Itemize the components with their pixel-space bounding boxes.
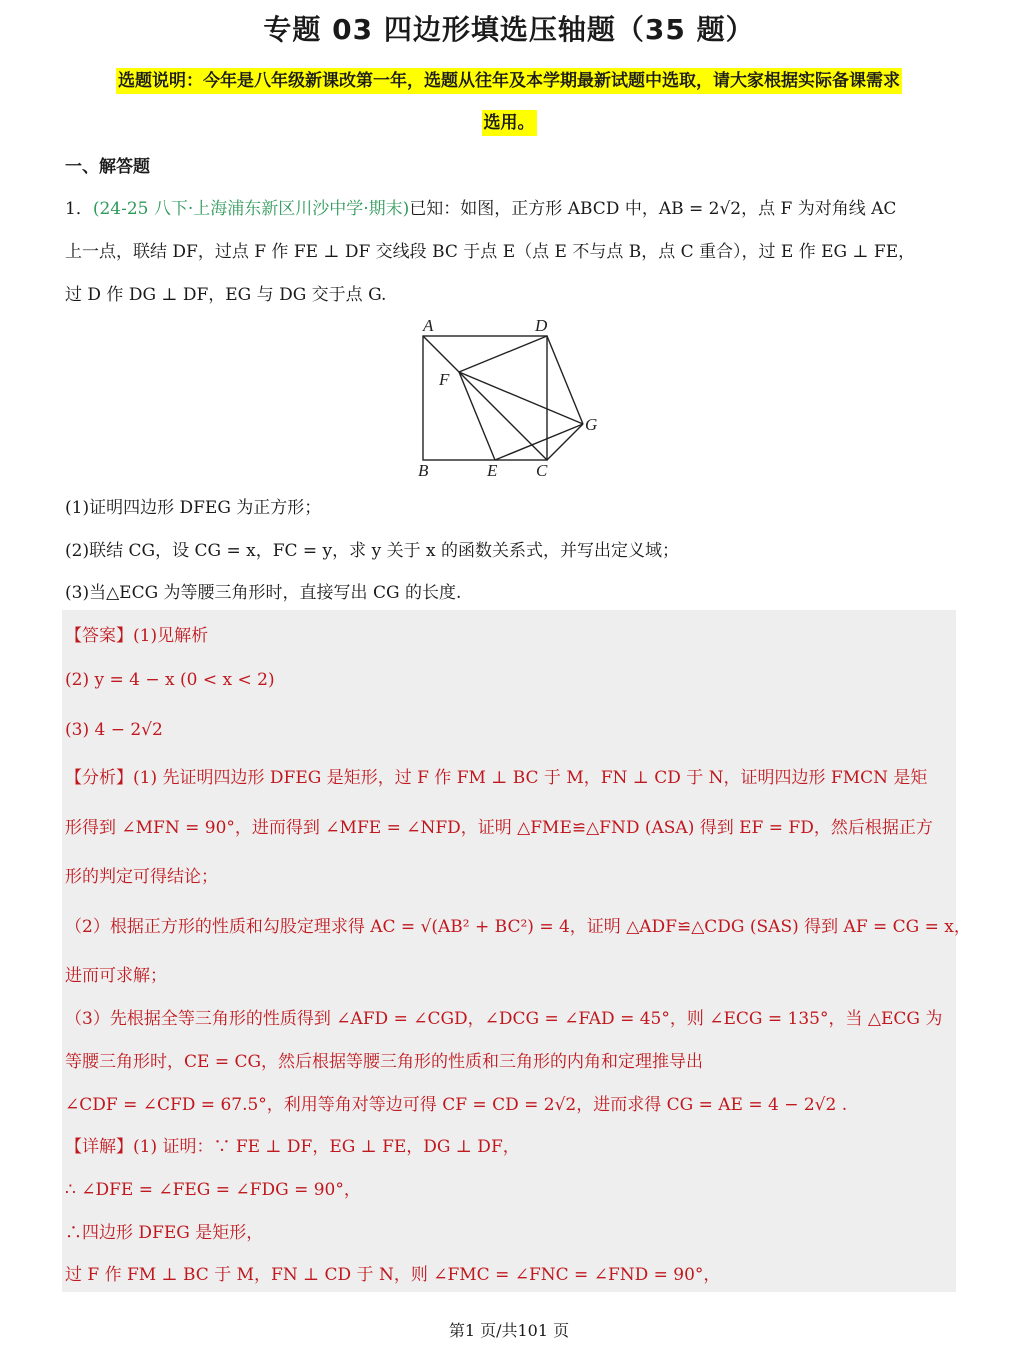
- label-b: B: [418, 461, 429, 480]
- detail-line-4: 过 F 作 FM ⊥ BC 于 M，FN ⊥ CD 于 N，则 ∠FMC = ∠FNC = ∠FND = 90°，: [65, 1265, 721, 1285]
- label-a: A: [423, 316, 434, 335]
- question-line-1: [65, 194, 896, 219]
- detail-line-1: 【详解】(1) 证明：∵ FE ⊥ DF，EG ⊥ FE，DG ⊥ DF，: [65, 1137, 520, 1157]
- notice-text-2: 选用。: [482, 110, 537, 136]
- segment-cg: [547, 424, 583, 460]
- detail-line-3: ∴四边形 DFEG 是矩形，: [65, 1223, 264, 1243]
- section-heading: 一、解答题: [65, 157, 150, 177]
- analysis-line-8: ∠CDF = ∠CFD = 67.5°，利用等角对等边可得 CF = CD = 2√2，进而求得 CG = AE = 4 − 2√2 .: [65, 1095, 848, 1115]
- label-f: F: [439, 370, 450, 389]
- question-number: 1．: [65, 199, 93, 219]
- question-part-3: (3)当△ECG 为等腰三角形时，直接写出 CG 的长度.: [65, 583, 462, 603]
- analysis-line-6: （3）先根据全等三角形的性质得到 ∠AFD = ∠CGD，∠DCG = ∠FAD = 45°，则 ∠ECG = 135°，当 △ECG 为: [65, 1009, 943, 1029]
- answer-2: (2) y = 4 − x (0 < x < 2): [65, 670, 275, 690]
- analysis-line-5: 进而可求解；: [65, 966, 167, 986]
- analysis-line-4: （2）根据正方形的性质和勾股定理求得 AC = √(AB² + BC²) = 4，证明 △ADF≌△CDG (SAS) 得到 AF = CG = x，: [65, 917, 971, 937]
- answer-1: 【答案】(1)见解析: [65, 626, 209, 646]
- detail-line-2: ∴ ∠DFE = ∠FEG = ∠FDG = 90°，: [65, 1180, 361, 1200]
- question-source: (24-25 八下·上海浦东新区川沙中学·期末): [92, 199, 410, 219]
- notice-text-1: 选题说明：今年是八年级新课改第一年，选题从往年及本学期最新试题中选取，请大家根据实际备课需求: [116, 68, 902, 94]
- question-text-1: 已知：如图，正方形 ABCD 中，AB = 2√2，点 F 为对角线 AC: [409, 199, 897, 219]
- question-part-1: (1)证明四边形 DFEG 为正方形；: [65, 498, 322, 518]
- page-footer: 第1 页/共101 页: [448, 1321, 570, 1340]
- analysis-line-7: 等腰三角形时，CE = CG，然后根据等腰三角形的性质和三角形的内角和定理推导出: [65, 1052, 704, 1072]
- label-g: G: [585, 415, 598, 434]
- notice-line-2: [0, 108, 1018, 133]
- label-c: C: [536, 461, 548, 480]
- segment-eg: [495, 424, 583, 460]
- analysis-line-2: 形得到 ∠MFN = 90°，进而得到 ∠MFE = ∠NFD，证明 △FME≌△FND (ASA) 得到 EF = FD，然后根据正方: [65, 818, 933, 838]
- analysis-line-1: 【分析】(1) 先证明四边形 DFEG 是矩形，过 F 作 FM ⊥ BC 于 M，FN ⊥ CD 于 N，证明四边形 FMCN 是矩: [65, 768, 928, 788]
- question-part-2: (2)联结 CG，设 CG = x，FC = y，求 y 关于 x 的函数关系式，并写出定义域；: [65, 541, 679, 561]
- question-line-3: 过 D 作 DG ⊥ DF，EG 与 DG 交于点 G.: [65, 285, 387, 305]
- diagonal-ac: [423, 336, 547, 460]
- answer-3: (3) 4 − 2√2: [65, 720, 163, 740]
- label-d: D: [535, 316, 548, 335]
- page-title: 专题 03 四边形填选压轴题（35 题）: [263, 13, 755, 46]
- notice-line-1: [0, 66, 1018, 91]
- analysis-line-3: 形的判定可得结论；: [65, 867, 218, 887]
- question-line-2: 上一点，联结 DF，过点 F 作 FE ⊥ DF 交线段 BC 于点 E（点 E 不与点 B，点 C 重合），过 E 作 EG ⊥ FE，: [65, 242, 916, 262]
- label-e: E: [487, 461, 498, 480]
- segment-fd: [459, 336, 547, 372]
- geometry-figure: [405, 312, 615, 482]
